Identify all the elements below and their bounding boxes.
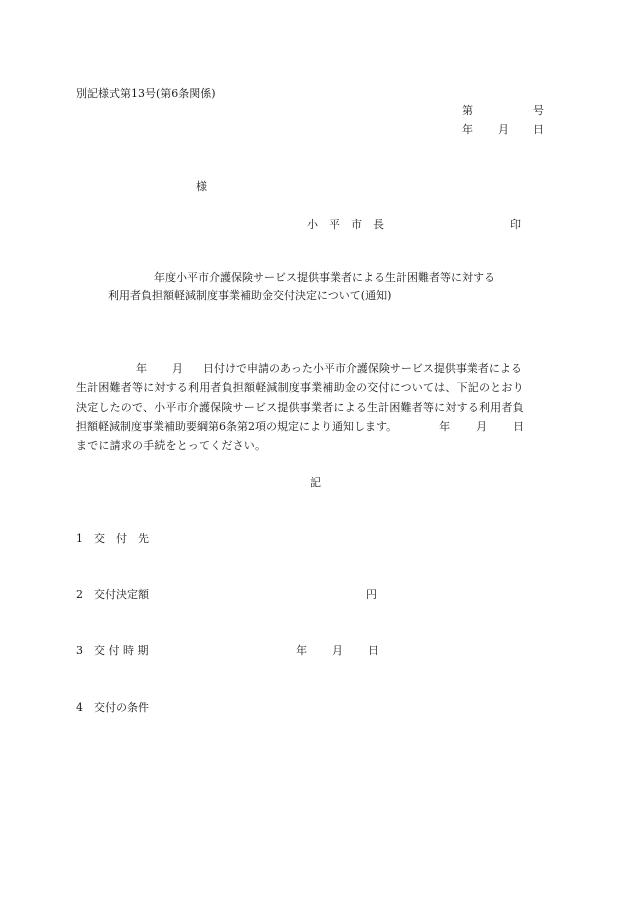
deadline-month: 月: [476, 420, 488, 433]
sender-title: 小 平 市 長: [307, 218, 384, 231]
title-line-2: 利用者負担額軽減制度事業補助金交付決定について(通知): [108, 289, 392, 302]
doc-date-day: 日: [533, 123, 544, 136]
item-1-number: 1: [76, 532, 83, 545]
item-3-label: 交 付 時 期: [94, 644, 149, 657]
body-line-4: [76, 421, 524, 432]
doc-date-year: 年: [462, 123, 473, 136]
addressee-suffix: 様: [196, 180, 207, 193]
item-1-label: 交 付 先: [94, 532, 149, 545]
item-2-label: 交付決定額: [94, 588, 149, 601]
item-2-number: 2: [76, 588, 83, 601]
doc-date-month: 月: [498, 123, 509, 136]
item-4-label: 交付の条件: [94, 701, 149, 714]
application-month: 月: [172, 362, 183, 375]
doc-number-prefix: 第: [462, 104, 473, 117]
item-3-day: 日: [368, 644, 379, 657]
deadline-day: 日: [513, 420, 525, 433]
body-line-3: 決定したので、小平市介護保険サービス提供事業者による生計困難者等に対する利用者負: [76, 401, 524, 414]
seal-mark: 印: [510, 218, 521, 231]
doc-number-suffix: 号: [533, 104, 544, 117]
title-line-1: 年度小平市介護保険サービス提供事業者による生計困難者等に対する: [154, 271, 495, 284]
ki-heading: 記: [310, 476, 321, 489]
body-line-5: までに請求の手続をとってください。: [76, 439, 267, 452]
body-line-1: [76, 363, 522, 374]
item-3-month: 月: [332, 644, 343, 657]
deadline-year: 年: [439, 420, 451, 433]
item-3-year: 年: [296, 644, 307, 657]
item-3-number: 3: [76, 644, 83, 657]
body-line-4-text: 担額軽減制度事業補助要綱第6条第2項の規定により通知します。: [76, 420, 398, 433]
application-year: 年: [136, 362, 147, 375]
body-line-2: 生計困難者等に対する利用者負担額軽減制度事業補助金の交付については、下記のとおり: [76, 381, 524, 394]
body-line-1-text: 日付けで申請のあった小平市介護保険サービス提供事業者による: [203, 362, 522, 375]
item-4-number: 4: [76, 701, 83, 714]
form-label: 別記様式第13号(第6条関係): [76, 87, 216, 100]
item-2-unit: 円: [366, 588, 377, 601]
